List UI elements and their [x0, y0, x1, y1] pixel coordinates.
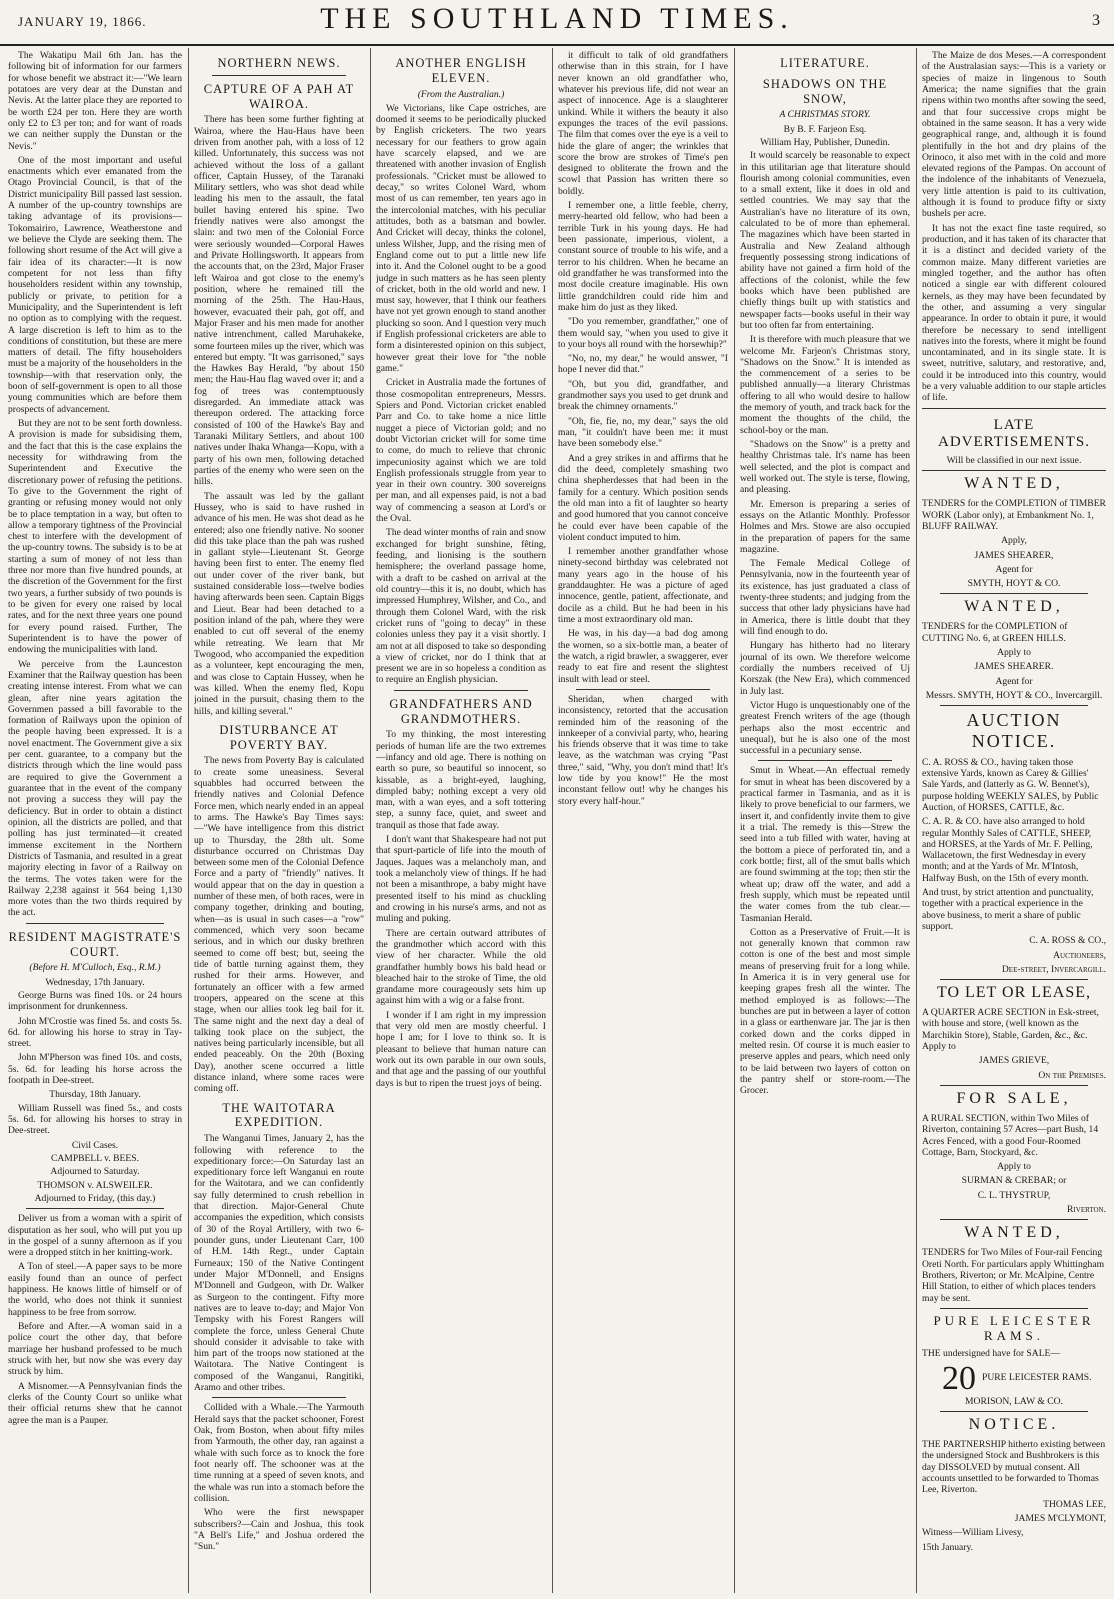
ad-apply: Apply to	[997, 646, 1031, 658]
divider	[212, 1397, 346, 1398]
ad-body: THE undersigned have for SALE—	[922, 1347, 1061, 1359]
article-author: By B. F. Farjeon Esq.	[783, 123, 867, 135]
advertisement	[922, 1313, 1106, 1407]
section-heading: NORTHERN NEWS.	[217, 56, 341, 70]
paragraph: We Victorians, like Cape ostriches, are doomed it seems to be periodically plucked by English cricketers. The two years necessary for our feathers to grow again have scarcely elapsed, and we are threatened with another invasion of English professionals. "Cricket must be allowed to decay," so writes Colonel Ward, whom most of us can remember, ten years ago in the intercolonial matches, with his peculiar attitudes, both as a batsman and bowler. And Cricket will decay, thinks the colonel, unless Wilsher, Jupp, and the rising men of England come out to put a little new life into it. And the Colonel ought to be a good judge in such matters as he has seen plenty of cricket, both in the old world and new. I must say, however, that I think our feathers have not yet grown enough to stand another plucking so soon. And I question very much if English professional cricketers are able to form a disinterested opinion on this subject, however great their love for "the noble game."	[376, 102, 546, 374]
paragraph: Cotton as a Preservative of Fruit.—It is not generally known that common raw cotton is one of the best and most simple means of preserving fruit for a long while. In America it is in very general use for keeping grapes fresh all the winter. The method employed is as follows:—The bunches are put in between a layer of cotton in a glass or earthenware jar. The jar is then corked down and the corks dipped in melted resin. Of course it is much easier to preserve apples and pears, which need only to be laid between two layers of cotton on the pantry shelf or store-room.—The Grocer.	[740, 926, 910, 1097]
divider	[758, 760, 892, 761]
advertisement	[922, 984, 1106, 1081]
case-name: THOMSON v. ALSWEILER.	[37, 1179, 153, 1191]
paragraph: Sheridan, when charged with inconsistency, retorted that the accusation reminded him of the reasoning of the innkeeper of a convivial party, who, hearing his friends observe that it was time to take leave, as the watchman was crying "Past three," said, "Why, you don't mind that! It's low tide by you know!" He the most inconstant fellow out! why he changes his story every half-hour."	[558, 693, 728, 807]
ad-name: SURMAN & CREBAR; or	[961, 1175, 1067, 1187]
paragraph: The Wakatipu Mail 6th Jan. has the following bit of information for our farmers for whose benefit we abstract it:—"We learn potatoes are very dear at the Dunstan and Nevis. At the latter place they are reported to be worth £24 per ton. Here they are worth only £2 to £3 per ton; and for want of roads we can neither supply the Dunstan or the Nevis."	[8, 50, 182, 152]
paragraph: "Oh, fie, fie, no, my dear," says the old man, "it couldn't have been me: it must have been somebody else."	[558, 415, 728, 450]
paragraph: A Misnomer.—A Pennsylvanian finds the clerks of the County Court so unlike what their official returns shew that he cannot agree the man is a Pauper.	[8, 1380, 182, 1426]
column-rule	[916, 48, 917, 1593]
ad-title: AUCTION NOTICE.	[966, 710, 1062, 752]
column-rule	[552, 48, 553, 1593]
paragraph: Victor Hugo is unquestionably one of the greatest French writers of the age (though perhaps also the most eccentric and unequal), but he is also one of the most successful in a pecuniary sense.	[740, 699, 910, 757]
paragraph: John M'Pherson was fined 10s. and costs, 5s. 6d. for leading his horse across the footpath in Dee-street.	[8, 1052, 182, 1087]
ad-agent: Agent for	[995, 563, 1033, 575]
paragraph: We perceive from the Launceston Examiner that the Railway question has been creating intense interest. From what we can glean, after nine years agitation the Governmen passed a bill favorable to the formation of Railways upon the opinion of the people having been expressed. It is a novel enactment. The Government give a six per cent. guarantee, to a company but the districts through which the line would pass are required to give the Government a guarantee that in the event of the company not proving a success they will pay the deficiency. But in order to obtain a distinct opinion, all the districts are polled, and that polling has just terminated—it created immense excitement in the Northern Districts of Tasmania, and resulted in a great majority electing in favor of a Railway on the terms. The votes taken were for the Railway 2,238 against it 564 being 1,130 more votes than the two thirds required by the act.	[8, 658, 182, 919]
ad-body: TENDERS for the COMPLETION of CUTTING No. 6, at GREEN HILLS.	[922, 621, 1068, 644]
masthead	[0, 0, 1114, 46]
paragraph: There are certain outward attributes of the grandmother which accord with this view of her character. While the old grandfather humbly bows his bald head or bleached hair to the stroke of Time, the old grandame more courageously sets him up against him with a wig or a false front.	[376, 927, 546, 1007]
section-subheading: (Before H. M'Culloch, Esq., R.M.)	[29, 962, 161, 974]
paragraph: The dead winter months of rain and snow exchanged for bright sunshine, fêting, feeding, and lionising is the southern hemisphere; the overland passage home, with a draft to be cashed on arrival at the old country—this it is, no doubt, which has impressed Humphrey, Wilsher, and Co., and through them Colonel Ward, with the risk cricket runs of "going to decay" in these colonies unless they pay it a visit shortly. I am not at all disposed to take so desponding a view of cricket, nor do I think that at present we are in so hopeless a condition as to require an English physician.	[376, 527, 546, 686]
ad-title: NOTICE.	[968, 1416, 1060, 1434]
article-publisher: William Hay, Publisher, Dunedin.	[760, 136, 890, 148]
advertisement	[922, 475, 1106, 589]
paragraph: The Maize de dos Meses.—A correspondent of the Australasian says:—This is a variety or species of maize in lingenous to South America; the name signifies that the grain ripens within two months after sowing the seed, and that four successive crops might be obtained in the same season. It has a very wide geographical range, and, although it is found plentifully in the hot and dry plains of the Orinoco, it also met with in the cold and more elevated regions of the Pampas. On account of the indolence of the inhabitants of Venezuela, very little attention is paid to its cultivation, although it is found to produce fifty or sixty bushels per acre.	[922, 50, 1106, 220]
paragraph: Collided with a Whale.—The Yarmouth Herald says that the packet schooner, Forest Oak, from Boston, when about fifty miles from Yarmouth, the other day, ran against a whale with such force as to knock the fore foot nearly off. The schooner was at the time running at a speed of seven knots, and the whale was run into a stomach before the collision.	[194, 1402, 364, 1504]
ad-body: TENDERS for Two Miles of Four-rail Fencing Oreti North. For particulars apply Whittingham Brothers, Riverton; or Mr. McAlpine, Centre Hill Station, to either of which places tenders may be sent.	[922, 1247, 1105, 1304]
column-4	[558, 50, 728, 1590]
article-heading: CAPTURE OF A PAH AT WAIROA.	[203, 81, 355, 111]
ad-body: C. A. ROSS & CO., having taken those extensive Yards, known as Carey & Gillies' Sale Yards, and (latterly as G. W. Bennet's), purpose holding WEEKLY SALES, by Public Auction, of HORSES, CATTLE, &c.	[922, 756, 1099, 813]
paragraph: Smut in Wheat.—An effectual remedy for smut in wheat has been discovered by a practical farmer in Tasmania, and as it is likely to prove beneficial to our farmers, we insert it, and confidently invite them to give it a trial. The remedy is this—Strew the seed into a tub filled with water, having at the bottom a piece of perforated tin, and a cork bottle; first, all of the smut balls which are found swimming at the top; then stir the wheat up; draw off the water, and add a fresh supply, which must be repeated until the water comes from the tub clear.—Tasmanian Herald.	[740, 765, 910, 924]
paragraph: Before and After.—A woman said in a police court the other day, that before marriage her husband professed to be much struck with her, but now she was every day struck by him.	[8, 1321, 182, 1378]
court-date: Thursday, 18th January.	[49, 1089, 141, 1101]
divider	[940, 1219, 1088, 1220]
ad-body: And trust, by strict attention and punctuality, together with a practical experience in the above business, to merit a share of public support.	[922, 887, 1094, 933]
ad-witness: Witness—William Livesy,	[922, 1527, 1024, 1539]
paragraph: Who were the first newspaper subscribers?—Cain and Joshua, this took "A Bell's Life," and Joshua ordered the "Sun."	[194, 1507, 364, 1553]
article-subtitle: A CHRISTMAS STORY.	[779, 109, 871, 121]
paragraph: "Oh, but you did, grandfather, and grandmother says you used to get drunk and break the chimney ornaments."	[558, 378, 728, 413]
ad-signature: C. A. ROSS & CO.,	[1029, 935, 1106, 947]
ad-signature: MORISON, LAW & CO.	[965, 1395, 1063, 1407]
paragraph: Cricket in Australia made the fortunes of those cosmopolitan entrepreneurs, Messrs. Spiers and Pond. Victorian cricket enabled Parr and Co. to take home a nice little nugget a piece of Victorian gold; and no doubt Victorian cricket will for some time to come, do much to relieve that chronic impecuniosity against which we are told English professionals struggle from year to year in their own country. 300 sovereigns per man, and all expenses paid, is not a bad way of commencing a season at Lord's or the Oval.	[376, 377, 546, 525]
divider	[212, 75, 346, 76]
paragraph: The Female Medical College of Pennsylvania, now in the fourteenth year of its existence, has just graduated a class of twenty-three students; and judging from the success that other lady physicians have had in America, there is little doubt that they will find enough to do.	[740, 558, 910, 637]
ad-title: TO LET OR LEASE,	[936, 984, 1092, 1002]
ad-quantity: 20	[942, 1361, 976, 1396]
column-3	[376, 50, 546, 1590]
ad-body: PURE LEICESTER RAMS.	[982, 1371, 1092, 1383]
paragraph: "No, no, my dear," he would answer, "I hope I never did that."	[558, 353, 728, 376]
paragraph: There has been some further fighting at Wairoa, where the Hau-Haus have been driven from another pah, with a loss of 12 killed. Unfortunately, this success was not achieved without the loss of a gallant officer, Captain Hussey, of the Taranaki Military settlers, who was shot dead while leading his men to the assault, the fatal bullet having entered his spine. Two friendly natives were also amongst the slain: and two men of the Colonial Force were seriously wounded—Corporal Hawes and Private Hollingsworth. It appears from the accounts that, on the 23rd, Major Fraser left Wairoa and got close to the enemy's position, where he remained till the morning of the 25th. The Hau-Haus, however, evacuated their pah, got off, and Major Fraser and his men made for another native intrenchment, called Maruhakeke, some fourteen miles up the river, which was entered but empty. "It was garrisoned," says the Hawkes Bay Herald, "by about 150 men; the Hau-Hau flag waved over it; and a fog of trees was contemptuously disregarded. An immediate attack was thereupon ordered. The attacking force consisted of 100 of the Hawke's Bay and Taranaki Military Settlers, and about 100 natives under Ihaka Whanga—Kopu, with a party of his own men, following detached parties of the enemy who were seen on the hills.	[194, 114, 364, 488]
divider	[394, 690, 528, 691]
paragraph: And a grey strikes in and affirms that he did the deed, completely smashing two china shepherdesses that had been in the family for a century. Which position sends the old man into a fit of laughter so hearty and good humored that you cannot conceive he could ever have been capable of the violent conduct imputed to him.	[558, 452, 728, 543]
ad-apply: Apply,	[1001, 535, 1027, 547]
ad-title: WANTED,	[964, 598, 1064, 616]
paragraph: The news from Poverty Bay is calculated to create some uneasiness. Several squabbles had occurred between the friendly natives and Colonial Defence Force men, which nearly ended in an appeal to arms. The Hawke's Bay Times says:—"We have intelligence from this district up to Thursday, the 28th ult. Some disturbance occurred on Christmas Day between some men of the Colonial Defence Force and a party of "friendly" natives. It would appear that on the day in question a number of these men, of both races, were in company together, drinking and bouting, when—as is usual in such cases—a "row" commenced, which very soon became serious, and in which our dusky brethren seemed to come off best; but, seeing the tide of battle turning against them, they rushed for their arms. However, and fortunately an officer with a few armed troopers, appeared on the scene at this stage, when our allies took leg bail for it. The same night and the next day a deal of talking took place on the subject, the natives being particularly incensible, but all ended peaceably. On the 20th (Boxing Day), another scene occurred a little distance inland, where some races were coming off.	[194, 755, 364, 1095]
ad-signature: Dee-street, Invercargill.	[1001, 963, 1106, 975]
paragraph: To my thinking, the most interesting periods of human life are the two extremes—infancy and old age. There is nothing on earth so pure, so beautiful so innocent, so kissable, as a bright-eyed, laughing, dimpled baby; nothing except a very old man, with a wan eyes, and a soft tottering step, a sunny face, quiet, and sweet and tranquil as those that fade away.	[376, 729, 546, 831]
court-date: Wednesday, 17th January.	[45, 976, 145, 988]
paragraph: Mr. Emerson is preparing a series of essays on the Atlantic Monthly. Professor Holmes and Mrs. Stowe are also occupied in the preparation of papers for the same magazine.	[740, 498, 910, 555]
ad-name: JAMES GRIEVE,	[978, 1055, 1050, 1067]
ad-title: WANTED,	[964, 1224, 1064, 1242]
ad-body: A RURAL SECTION, within Two Miles of Riverton, containing 57 Acres—part Bush, 14 Acres Fenced, with a good Four-Roomed Cottage, Barn, Stockyard, &c.	[922, 1112, 1099, 1158]
article-heading: ANOTHER ENGLISH ELEVEN.	[395, 56, 527, 85]
ad-body: C. A. R. & CO. have also arranged to hold regular Monthly Sales of CATTLE, SHEEP, and HORSES, at the Yards of Mr. F. Pelling, Wallacetown, the first Wednesday in every month; and at the Yards of Mr. M'Intosh, Halfway Bush, on the 15th of every month.	[922, 816, 1093, 884]
advertisement	[922, 1090, 1106, 1215]
ad-apply: Apply to	[997, 1161, 1031, 1173]
case-name: CAMPBELL v. BEES.	[50, 1152, 140, 1164]
column-1	[8, 50, 182, 1590]
ad-quantity-block	[922, 1362, 1106, 1396]
advertisement	[922, 1224, 1106, 1303]
column-rule	[734, 48, 735, 1593]
paragraph: It is therefore with much pleasure that we welcome Mr. Farjeon's Christmas story, "Shadows on the Snow." It is intended as the commencement of a series to be published annually—a literary Christmas offering to all who would desire to hallow the memory of youth, and track back for the moment the thoughts of the child, the school-boy or the man.	[740, 334, 910, 436]
article-heading: DISTURBANCE AT POVERTY BAY.	[219, 722, 339, 752]
divider	[940, 705, 1088, 706]
paragraph: Deliver us from a woman with a spirit of disputation as her soul, who will put you up in the gospel of a sunny afternoon as if you were a dropped stitch in her knitting-work.	[8, 1213, 182, 1259]
ad-date: 15th January.	[922, 1541, 974, 1553]
advertisement	[922, 710, 1106, 975]
paragraph: I remember one, a little feeble, cherry, merry-hearted old fellow, who had been a terrible Turk in his young days. He had been passionate, imperious, violent, a constant source of trouble to his wife, and a terror to his children. When he became an old grandfather he was transformed into the most docile creature imaginable. His own little grandchildren could ride him and make him do just as they liked.	[558, 200, 728, 313]
case-result: Adjourned to Friday, (this day.)	[34, 1192, 156, 1204]
divider	[940, 979, 1088, 980]
issue-date: JANUARY 19, 1866.	[18, 14, 147, 29]
ad-title: WANTED,	[964, 475, 1064, 493]
divider	[26, 1208, 164, 1209]
paragraph: I don't want that Shakespeare had not put that spurt-particle of life into the mouth of Jaques. Jaques was a melancholy man, and took a melancholy view of things. If he had not been a misanthrope, a baby might have presented itself to his mind as chuckling and crowing in his nurse's arms, and not as muling and puking.	[376, 834, 546, 925]
late-ads-header	[922, 408, 1106, 472]
divider	[576, 689, 710, 690]
divider	[940, 593, 1088, 594]
paragraph: The assault was led by the gallant Hussey, who is said to have rushed in advance of his men. He was shot dead as he entered; also one friendly native. No sooner did this take place than the pah was rushed in gallant style—Lieutenant St. George having been first to enter. The enemy fled out under cover of the river bank, but sustained considerable loss—twelve bodies having afterwards been seen. Captain Biggs and Lieut. Bear had been detached to a position inland of the pah, where they were enabled to cut off several of the enemy while retreating. We learn that Mr Twogood, who accompanied the expedition as a volunteer, kept encouraging the men, and was close to Captain Hussey, when he was killed. When the enemy fled, Kopu joined in the pursuit, chasing them to the hills, and killing several."	[194, 490, 364, 717]
paragraph: William Russell was fined 5s., and costs 5s. 6d. for allowing his horses to stray in Dee-street.	[8, 1102, 182, 1137]
civil-cases-heading: Civil Cases.	[71, 1139, 119, 1151]
column-6	[922, 50, 1106, 1590]
ad-body: A QUARTER ACRE SECTION in Esk-street, with house and store, (well known as the Marchikin Store), Stable, Garden, &c., &c. Apply to	[922, 1007, 1099, 1053]
paragraph: It would scarcely be reasonable to expect in this utilitarian age that literature should flourish among colonial communities, even to a small extent, like it does in old and settled countries. We may say that the Australian's have no literature of its own, calculated to be of more than ephemeral. The magazines which have been started in Australia and New Zealand although frequently possessing strong indications of ability have not gained a firm hold of the affections of the colonist, while the few books which have been published are chiefly things built up with statistics and newspaper facts—books useful in their way but too often far from entertaining.	[740, 150, 910, 331]
ad-title: FOR SALE,	[956, 1090, 1072, 1108]
page-number: 3	[1092, 12, 1100, 29]
case-result: Adjourned to Saturday.	[50, 1166, 140, 1178]
ad-firm: Messrs. SMYTH, HOYT & CO., Invercargill.	[925, 689, 1103, 701]
article-heading: GRANDFATHERS AND GRANDMOTHERS.	[389, 696, 533, 726]
paragraph: But they are not to be sent forth downless. A provision is made for subsidising them, and the fact that this is the case explains the necessity for withdrawing from the Superintendent and Executive the discretionary power of refusing the petitions. To give to the Government the right of granting or refusing money would not only be to place temptation in a way, but often to allow a temporary tightness of the Provincial chest to interfere with the development of the up-country towns. The subsidy is to be at starting a sum of money of not less than three nor more than five hundred pounds, at the discretion of the Government for the first two years, a further subsidy of two pounds is to be given for every one raised by local rates, and for the next three years one pound for every pound raised. Further, The Superintendent is to have the power of endowing the municipalities with land.	[8, 418, 182, 656]
ad-name: C. L. THYSTRUP,	[977, 1189, 1051, 1201]
paragraph: The Wanganui Times, January 2, has the following with reference to the expeditionary force:—On Saturday last an expeditionary force left Wanganui en route for the Waitotara, and we can confidently say fully determined to crush rebellion in that direction. Major-General Chute accompanies the expedition, which consists of 30 of the Royal Artillery, with two 6-pounder guns, under Lieutenant Carr, 100 of H.M. 14th Regt., under Captain Furneaux; 150 of the Native Contingent under Major M'Donnell, and Ensigns M'Donnell and Gudgeon, with Dr. Walker as Surgeon to the contingent. Fifty more natives are to leave to-day; and Major Von Tempsky with his Forest Rangers will complete the force, unless General Chute should consider it advisable to take with him part of the troops now stationed at the Waitotara. The Native Contingent is composed of the Wanganui, Rangitiki, Aramo and other tribes.	[194, 1133, 364, 1394]
column-2	[194, 50, 364, 1590]
column-rule	[188, 48, 189, 1593]
advertisement	[922, 1416, 1106, 1553]
paragraph: It has not the exact fine taste required, so production, and it has taken of its character that it is a distinct and decided variety of the common maize. Many different varieties are mingled together, and the author has often noticed a single ear with different coloured kernels, as they may have been fecundated by the other, and assuming a very singular appearance. In order to obtain it pure, it would therefore be necessary to send intelligent natives into the forests, where it might be found uncontaminated, and in its single state. It is sweet, nutritive, salutary, and restorative, and, could it be introduced into this country, would be a very valuable addition to our staple articles of life.	[922, 222, 1106, 404]
ad-agent: Agent for	[995, 675, 1033, 687]
paragraph: "Do you remember, grandfather," one of them would say, "when you used to give it to your boys all round with the horsewhip?"	[558, 316, 728, 350]
newspaper-title: THE SOUTHLAND TIMES.	[320, 2, 794, 35]
article-heading: SHADOWS ON THE SNOW,	[762, 76, 888, 106]
ad-firm: SMYTH, HOYT & CO.	[967, 578, 1061, 590]
paragraph: John M'Crostie was fined 5s. and costs 5s. 6d. for allowing his horse to stray in Tay-street.	[8, 1015, 182, 1050]
section-heading: RESIDENT MAGISTRATE'S COURT.	[8, 929, 182, 959]
section-heading: LATE ADVERTISEMENTS.	[937, 416, 1090, 451]
paragraph: it difficult to talk of old grandfathers otherwise than in this strain, for I have never known an old grandfather who, whatever his previous life, did not wear an aspect of innocence. Age is a slaughterer unkind. While it withers the beauty it also expunges the traces of the evil passions. The film that comes over the eye is a veil to hide the glare of anger; the wrinkles that score the brow are strokes of Time's pen designed to obliterate the frown and the scowl that Passion has written there so boldly.	[558, 50, 728, 197]
paragraph: He was, in his day—a bad dog among the women, so a six-bottle man, a beater of the watch, a rigid brawler, a swaggerer, ever ready to eat fire and resent the slightest insult with lead or steel.	[558, 628, 728, 685]
ad-title: PURE LEICESTER RAMS.	[933, 1312, 1095, 1344]
column-rule	[370, 48, 371, 1593]
section-subheading: Will be classified in our next issue.	[946, 455, 1082, 467]
article-source: (From the Australian.)	[417, 88, 505, 100]
divider	[940, 1085, 1088, 1086]
divider	[940, 1308, 1088, 1309]
section-heading: LITERATURE.	[780, 56, 870, 70]
paragraph: George Burns was fined 10s. or 24 hours imprisonment for drunkenness.	[8, 989, 182, 1013]
article-heading: THE WAITOTARA EXPEDITION.	[222, 1100, 336, 1130]
divider	[26, 923, 164, 924]
ad-body: TENDERS for the COMPLETION of TIMBER WORK (Labor only), at Embankment No. 1, BLUFF RAILWAY.	[922, 498, 1106, 532]
ad-signature: THOMAS LEE,	[1043, 1498, 1106, 1510]
ad-signature: Auctioneers,	[1053, 949, 1106, 961]
paragraph: I wonder if I am right in my impression that very old men are mostly cheerful. I hope I am; for I love to think so. It is pleasant to believe that human nature can work out its own parable in our own souls, and that age and the passing of our youthful days is but to ripen the truest joys of being.	[376, 1009, 546, 1089]
divider	[940, 1411, 1088, 1412]
column-5	[740, 50, 910, 1590]
advertisement	[922, 598, 1106, 701]
ad-signature: JAMES M'CLYMONT,	[1014, 1512, 1106, 1524]
ad-place: On the Premises.	[1038, 1069, 1106, 1081]
paragraph: One of the most important and useful enactments which ever emanated from the Otago Provincial Council, is that of the District municipality Bill passed last session. A number of the up-country townships are taking advantage of its provisions—Tokomairiro, Lawrence, Weatherstone and we believe the Clyde are seeking them. The following short resume of the Act will give a fair idea of its character:—It is now competent for not less than fifty householders resident within any township, publicly or private, to petition for a Municipality, and the Superintendent is left no option as to complying with the request. A large discretion is left to him as to the conditions of constitution, but these are mere matters of detail. The fifty householders must be a majority of the householders in the township—with that reservation only, the boon of self-government is open to all those young communities which are before them prospects of advancement.	[8, 154, 182, 415]
ad-name: JAMES SHEARER,	[974, 549, 1054, 561]
paragraph: I remember another grandfather whose ninety-second birthday was celebrated not many years ago in the house of his granddaughter. He was a picture of aged innocence, gentle, patient, affectionate, and docile as a child. But he had been in his time a most extraordinary old man.	[558, 546, 728, 625]
paragraph: Hungary has hitherto had no literary journal of its own. We therefore welcome cordially the numbers received of Uj Korszak (the New Era), which commenced in July last.	[740, 640, 910, 697]
ad-body: THE PARTNERSHIP hitherto existing between the undersigned Stock and Bushbrokers is this day DISSOLVED by mutual consent. All accounts unsettled to be forwarded to Thomas Lee, Riverton.	[922, 1439, 1106, 1496]
ad-place: Riverton.	[1067, 1204, 1106, 1216]
paragraph: A Ton of steel.—A paper says to be more easily found than an ounce of perfect happiness. He knows little of himself or of the world, who does not think it sunniest happiness to be free from sorrow.	[8, 1261, 182, 1318]
ad-name: JAMES SHEARER.	[974, 661, 1054, 673]
paragraph: "Shadows on the Snow" is a pretty and healthy Christmas tale. It's name has been well selected, and the plot is compact and well worked out. The style is terse, flowing, and pleasing.	[740, 439, 910, 496]
